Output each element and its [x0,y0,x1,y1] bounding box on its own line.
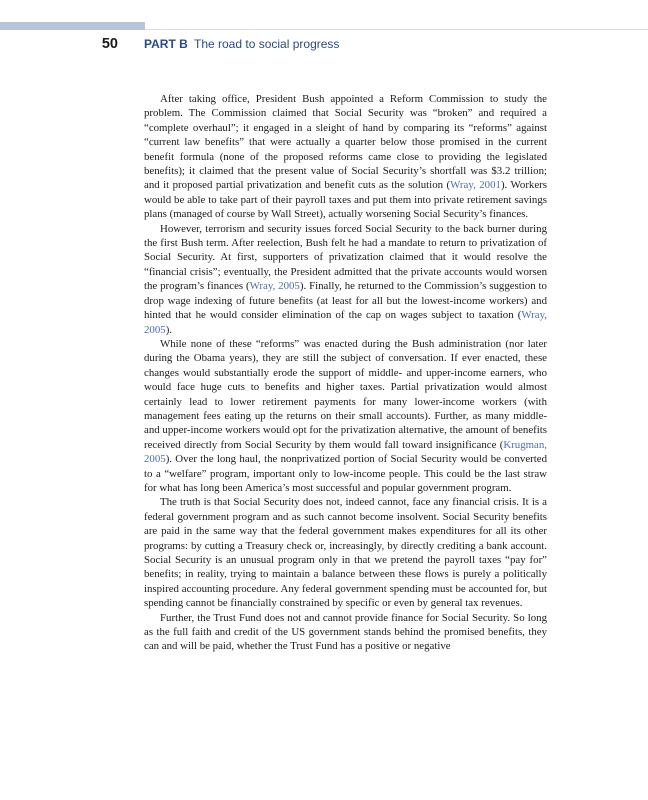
text-span: Further, the Trust Fund does not and cannot provide finance for Social Security. So long as the full faith and credit of the US government stands behind the promised benefits, they can and will be paid, whether the Trust Fund has a positive or negative [144,611,547,653]
text-span: While none of these “reforms” was enacted during the Bush administration (nor later during the Obama years), they are still the subject of conversation. If ever enacted, these changes would substantially erode the support of middle- and upper-income earners, who would face huge cuts to benefits and higher taxes. Partial privatization would almost certainly lead to lower retirement payments for many lower-income workers (with management fees eating up the returns on their small accounts). Further, as many middle- and upper-income workers would opt for the privatization alternative, the amount of benefits received directly from Social Security by them would fall toward insignificance ( [144,337,547,451]
text-span: ). Over the long haul, the nonprivatized portion of Social Security would be converted to a “welfare” program, important only to low-income people. This could be the last straw for what has long been America’s most successful and popular government program. [144,453,547,494]
body-text [144,92,547,654]
header-rule [145,29,648,30]
citation-link[interactable]: Wray, 2005 [249,280,300,293]
paragraph-2 [144,222,547,337]
paragraph-1 [144,92,547,222]
running-header [0,36,648,54]
part-label: PART B [144,37,188,51]
text-span: However, terrorism and security issues forced Social Security to the back burner during the first Bush term. After reelection, Bush felt he had a mandate to return to privatization of Social Security. At first, supporters of privatization claimed that it would resolve the “financial crisis”; eventually, the President admitted that the private accounts would worsen the program’s finances ( [144,222,547,293]
paragraph-5 [144,611,547,654]
text-span: The truth is that Social Security does not, indeed cannot, face any financial crisis. It is a federal government program and as such cannot become insolvent. Social Security benefits are paid in the same way that the federal government makes expenditures for all its other programs: by cutting a Treasury check or, increasingly, by directly crediting a bank account. Social Security is an unusual program only in that we pretend the payroll taxes “pay for” benefits; in reality, trying to maintain a balance between these flows is purely a politically inspired accounting procedure. Any federal government spending must be accounted for, but spending cannot be financially constrained by specific or even by general tax revenues. [144,496,547,610]
citation-link[interactable]: Wray, 2005 [144,309,547,336]
text-span: ). [165,323,173,336]
text-span: ). Workers would be able to take part of their payroll taxes and put them into private retirement savings plans (managed of course by Wall Street), actually worsening Social Security’s finances. [144,179,547,221]
text-span: ). Finally, he returned to the Commission’s suggestion to drop wage indexing of future benefits (at least for all but the lowest-income workers) and hinted that he would consider elimination of the cap on wages subject to taxation ( [144,280,547,322]
citation-link[interactable]: Wray, 2001 [450,179,501,192]
paragraph-3 [144,337,547,495]
citation-link[interactable]: Krugman, 2005 [144,438,547,466]
part-title: The road to social progress [194,37,340,51]
page-number: 50 [101,36,118,52]
header-accent-bar [0,22,145,30]
text-span: After taking office, President Bush appointed a Reform Commission to study the problem. The Commission claimed that Social Security was “broken” and required a “complete overhaul”; it engaged in a sleight of hand by comparing its “reforms” against “current law benefits” that were actually a quarter below those promised in the current benefit formula (none of the proposed reforms came close to providing the legislated benefits); it claimed that the present value of Social Security’s shortfall was $3.2 trillion; and it proposed partial privatization and benefit cuts as the solution ( [144,93,547,192]
paragraph-4 [144,495,547,610]
